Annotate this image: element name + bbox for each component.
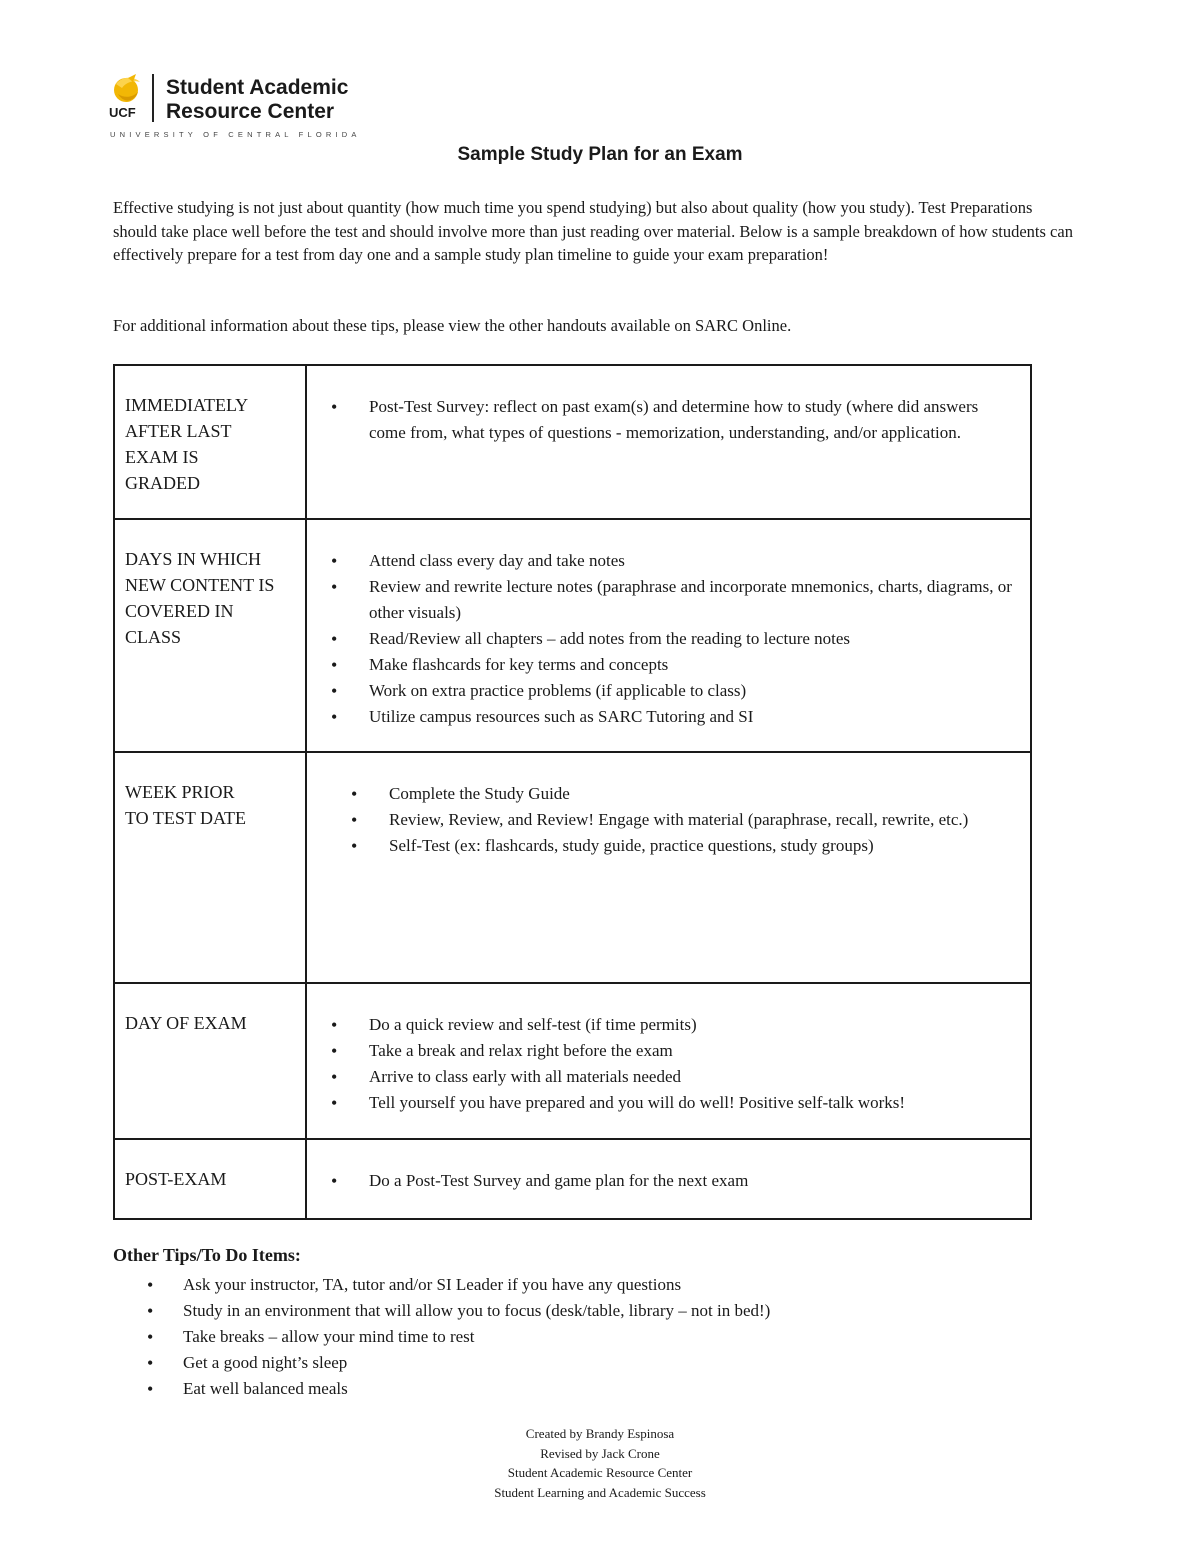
list-item: • Attend class every day and take notes bbox=[327, 548, 1016, 574]
footer-revised-by: Revised by Jack Crone bbox=[540, 1445, 660, 1461]
phase-cell bbox=[114, 1139, 306, 1219]
task-list bbox=[307, 520, 1030, 730]
list-item: • Do a quick review and self-test (if time permits) bbox=[327, 1012, 1016, 1038]
phase-cell bbox=[114, 983, 306, 1139]
tasks-cell bbox=[306, 519, 1031, 752]
tasks-cell bbox=[306, 1139, 1031, 1219]
list-item: • Make flashcards for key terms and concepts bbox=[327, 652, 1016, 678]
logo-university: UNIVERSITY OF CENTRAL FLORIDA bbox=[110, 130, 361, 139]
list-item: • Eat well balanced meals bbox=[113, 1376, 1073, 1402]
tasks-cell bbox=[306, 365, 1031, 519]
list-item: • Take a break and relax right before the exam bbox=[327, 1038, 1016, 1064]
task-list bbox=[307, 366, 1030, 446]
footer-created-by: Created by Brandy Espinosa bbox=[525, 1426, 675, 1441]
sarc-logo bbox=[108, 74, 408, 144]
logo-title-line1: Student Academic bbox=[166, 76, 349, 99]
phase-label: POST-EXAM bbox=[125, 1169, 227, 1189]
phase-cell bbox=[114, 519, 306, 752]
tasks-cell bbox=[306, 983, 1031, 1139]
list-item: • Read/Review all chapters – add notes from the reading to lecture notes bbox=[327, 626, 1016, 652]
list-item: • Review and rewrite lecture notes (paraphrase and incorporate mnemonics, charts, diagrams, or other visuals) bbox=[327, 574, 1016, 626]
footer-division: Student Learning and Academic Success bbox=[494, 1484, 706, 1500]
list-item: • Self-Test (ex: flashcards, study guide, practice questions, study groups) bbox=[347, 833, 1016, 859]
phase-label: IMMEDIATELY AFTER LAST EXAM IS GRADED bbox=[125, 395, 248, 493]
list-item: • Work on extra practice problems (if applicable to class) bbox=[327, 678, 1016, 704]
list-item: • Arrive to class early with all materials needed bbox=[327, 1064, 1016, 1090]
table-row bbox=[114, 983, 1031, 1139]
intro-paragraph: Effective studying is not just about quantity (how much time you spend studying) but also about quality (how you study). Test Preparations should take place well before the test and should involve more than just reading over material. Below is a sample breakdown of how students can effectively prepare for a test from day one and a sample study plan timeline to guide your exam preparation! bbox=[113, 198, 1073, 264]
table-row bbox=[114, 365, 1031, 519]
list-item: • Complete the Study Guide bbox=[347, 781, 1016, 807]
tasks-cell bbox=[306, 752, 1031, 983]
list-item: • Post-Test Survey: reflect on past exam(s) and determine how to study (where did answers come from, what types of questions - memorization, understanding, and/or application. bbox=[327, 394, 1016, 446]
list-item: • Get a good night’s sleep bbox=[113, 1350, 1073, 1376]
phase-cell bbox=[114, 365, 306, 519]
task-list bbox=[307, 1140, 1030, 1194]
list-item: • Tell yourself you have prepared and you will do well! Positive self-talk works! bbox=[327, 1090, 1016, 1116]
logo-divider bbox=[152, 74, 154, 122]
logo-title-line2: Resource Center bbox=[166, 100, 335, 123]
task-list bbox=[307, 753, 1030, 859]
list-item: • Utilize campus resources such as SARC Tutoring and SI bbox=[327, 704, 1016, 730]
tips-list bbox=[113, 1272, 1073, 1402]
phase-label: DAY OF EXAM bbox=[125, 1013, 247, 1033]
phase-label: WEEK PRIOR TO TEST DATE bbox=[125, 782, 247, 828]
phase-cell bbox=[114, 752, 306, 983]
list-item: • Ask your instructor, TA, tutor and/or SI Leader if you have any questions bbox=[113, 1272, 1073, 1298]
document-title: Sample Study Plan for an Exam bbox=[457, 144, 743, 165]
list-item: • Take breaks – allow your mind time to rest bbox=[113, 1324, 1073, 1350]
ucf-wordmark: UCF bbox=[109, 105, 136, 120]
list-item: • Review, Review, and Review! Engage with material (paraphrase, recall, rewrite, etc.) bbox=[347, 807, 1016, 833]
footer bbox=[0, 1424, 1200, 1502]
list-item: • Study in an environment that will allow you to focus (desk/table, library – not in bed!) bbox=[113, 1298, 1073, 1324]
table-row bbox=[114, 519, 1031, 752]
study-plan-table bbox=[113, 364, 1032, 1220]
task-list bbox=[307, 984, 1030, 1116]
list-item: • Do a Post-Test Survey and game plan for the next exam bbox=[327, 1168, 1016, 1194]
phase-label: DAYS IN WHICH NEW CONTENT IS COVERED IN CLASS bbox=[125, 549, 275, 647]
footer-center: Student Academic Resource Center bbox=[507, 1465, 693, 1480]
tips-heading: Other Tips/To Do Items: bbox=[113, 1245, 301, 1265]
additional-info-paragraph: For additional information about these tips, please view the other handouts available on SARC Online. bbox=[113, 316, 792, 335]
table-row bbox=[114, 752, 1031, 983]
table-row bbox=[114, 1139, 1031, 1219]
